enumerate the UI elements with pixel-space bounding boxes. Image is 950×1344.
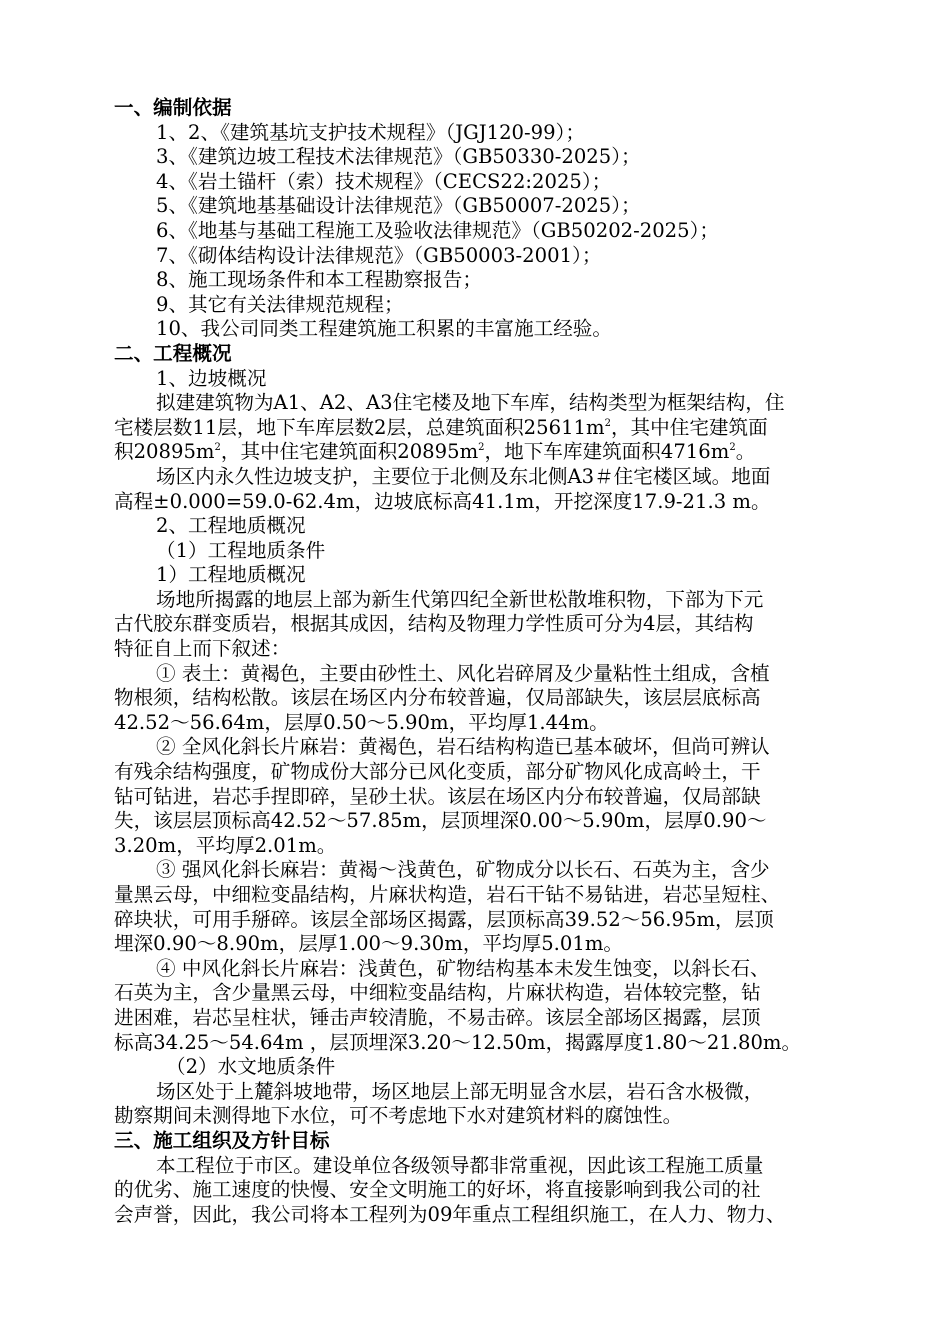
subheading-geology-summary: 1）工程地质概况 [156,563,306,587]
paragraph-line: 会声誉，因此，我公司将本工程列为09年重点工程组织施工，在人力、物力、 [114,1202,786,1226]
paragraph-line: 特征自上而下叙述： [114,637,291,661]
basis-item: 3、《建筑边坡工程技术法律规范》（GB50330-2025）； [156,145,641,169]
paragraph-line: ② 全风化斜长片麻岩：黄褐色，岩石结构构造已基本破坏，但尚可辨认 [156,735,770,759]
paragraph-line: 物根须，结构松散。该层在场区内分布较普遍，仅局部缺失，该层层底标高 [114,686,761,710]
paragraph-line: ① 表土：黄褐色，主要由砂性土、风化岩碎屑及少量粘性土组成，含植 [156,661,770,685]
paragraph-line: ③ 强风化斜长麻岩：黄褐～浅黄色，矿物成分以长石、石英为主，含少 [156,858,770,882]
section-heading-overview: 二、工程概况 [114,341,232,365]
paragraph-line: 标高34.25～54.64m ，层顶埋深3.20～12.50m，揭露厚度1.80～21.80m。 [114,1030,802,1054]
paragraph-line: 石英为主，含少量黑云母，中细粒变晶结构，片麻状构造，岩体较完整，钻 [114,981,761,1005]
section-heading-organization: 三、施工组织及方针目标 [114,1128,330,1152]
paragraph-line: 古代胶东群变质岩，根据其成因，结构及物理力学性质可分为4层，其结构 [114,612,754,636]
paragraph-line: 埋深0.90～8.90m，层厚1.00～9.30m，平均厚5.01m。 [114,932,623,956]
superscript: 2 [478,442,485,454]
paragraph-line: 拟建建筑物为A1、A2、A3住宅楼及地下车库，结构类型为框架结构，住 [156,391,785,415]
subheading-geology: 2、工程地质概况 [156,514,306,538]
paragraph-line: 3.20m，平均厚2.01m。 [114,833,337,857]
superscript: 2 [729,442,736,454]
paragraph-line: ④ 中风化斜长片麻岩：浅黄色，矿物结构基本未发生蚀变，以斜长石、 [156,956,770,980]
document-page [114,96,882,1227]
subheading-slope: 1、边坡概况 [156,366,267,390]
paragraph-line: 场区处于上麓斜坡地带，场区地层上部无明显含水层，岩石含水极微， [156,1079,764,1103]
section-heading-basis: 一、编制依据 [114,96,232,119]
paragraph-line: 量黑云母，中细粒变晶结构，片麻状构造，岩石干钻不易钻进，岩芯呈短柱、 [114,883,781,906]
paragraph-line: 碎块状，可用手掰碎。该层全部场区揭露，层顶标高39.52～56.95m，层顶 [114,907,774,931]
basis-item: 5、《建筑地基基础设计法律规范》（GB50007-2025）； [156,194,641,218]
basis-item: 10、我公司同类工程建筑施工积累的丰富施工经验。 [156,317,612,341]
paragraph-line: 的优劣、施工速度的快慢、安全文明施工的好坏，将直接影响到我公司的社 [114,1178,761,1202]
paragraph-line: 进困难，岩芯呈柱状，锤击声较清脆，不易击碎。该层全部场区揭露，层顶 [114,1005,761,1029]
subheading-hydrology: （2）水文地质条件 [166,1055,336,1079]
paragraph-line: 钻可钻进，岩芯手捏即碎，呈砂土状。该层在场区内分布较普遍，仅局部缺 [114,784,761,808]
paragraph-line: 宅楼层数11层，地下车库层数2层，总建筑面积$25611m^2$，其中住宅建筑面 [114,415,768,439]
paragraph-line: 勘察期间未测得地下水位，可不考虑地下水对建筑材料的腐蚀性。 [114,1104,683,1128]
paragraph-line: 有残余结构强度，矿物成份大部分已风化变质，部分矿物风化成高岭土，干 [114,760,761,784]
basis-item: 1、2、《建筑基坑支护技术规程》（JGJ120-99）； [156,120,585,144]
basis-item: 6、《地基与基础工程施工及验收法律规范》（GB50202-2025）； [156,218,719,242]
paragraph-line: 失，该层层顶标高42.52～57.85m，层顶埋深0.00～5.90m，层厚0.90～ [114,809,767,833]
basis-item: 4、《岩土锚杆（索）技术规程》（CECS22:2025）； [156,169,612,193]
paragraph-line: 场区内永久性边坡支护，主要位于北侧及东北侧A3＃住宅楼区域。地面 [156,464,771,488]
superscript: 2 [604,417,611,429]
paragraph-line: 场地所揭露的地层上部为新生代第四纪全新世松散堆积物，下部为下元 [156,587,764,611]
superscript: 2 [214,442,221,454]
basis-item: 8、施工现场条件和本工程勘察报告； [156,268,482,292]
basis-item: 7、《砌体结构设计法律规范》（GB50003-2001）； [156,243,602,267]
paragraph-line: 本工程位于市区。建设单位各级领导都非常重视，因此该工程施工质量 [156,1153,764,1177]
paragraph-line: 42.52～56.64m，层厚0.50～5.90m，平均厚1.44m。 [114,710,609,734]
paragraph-line: 积$20895m^2$，其中住宅建筑面积$20895m^2$，地下车库建筑面积$4716m^2$。 [114,440,756,464]
paragraph-line: 高程±0.000=59.0-62.4m，边坡底标高41.1m，开挖深度17.9-21.3 m。 [114,489,771,513]
basis-item: 9、其它有关法律规范规程； [156,292,404,316]
subheading-geology-conditions: （1）工程地质条件 [156,538,326,562]
